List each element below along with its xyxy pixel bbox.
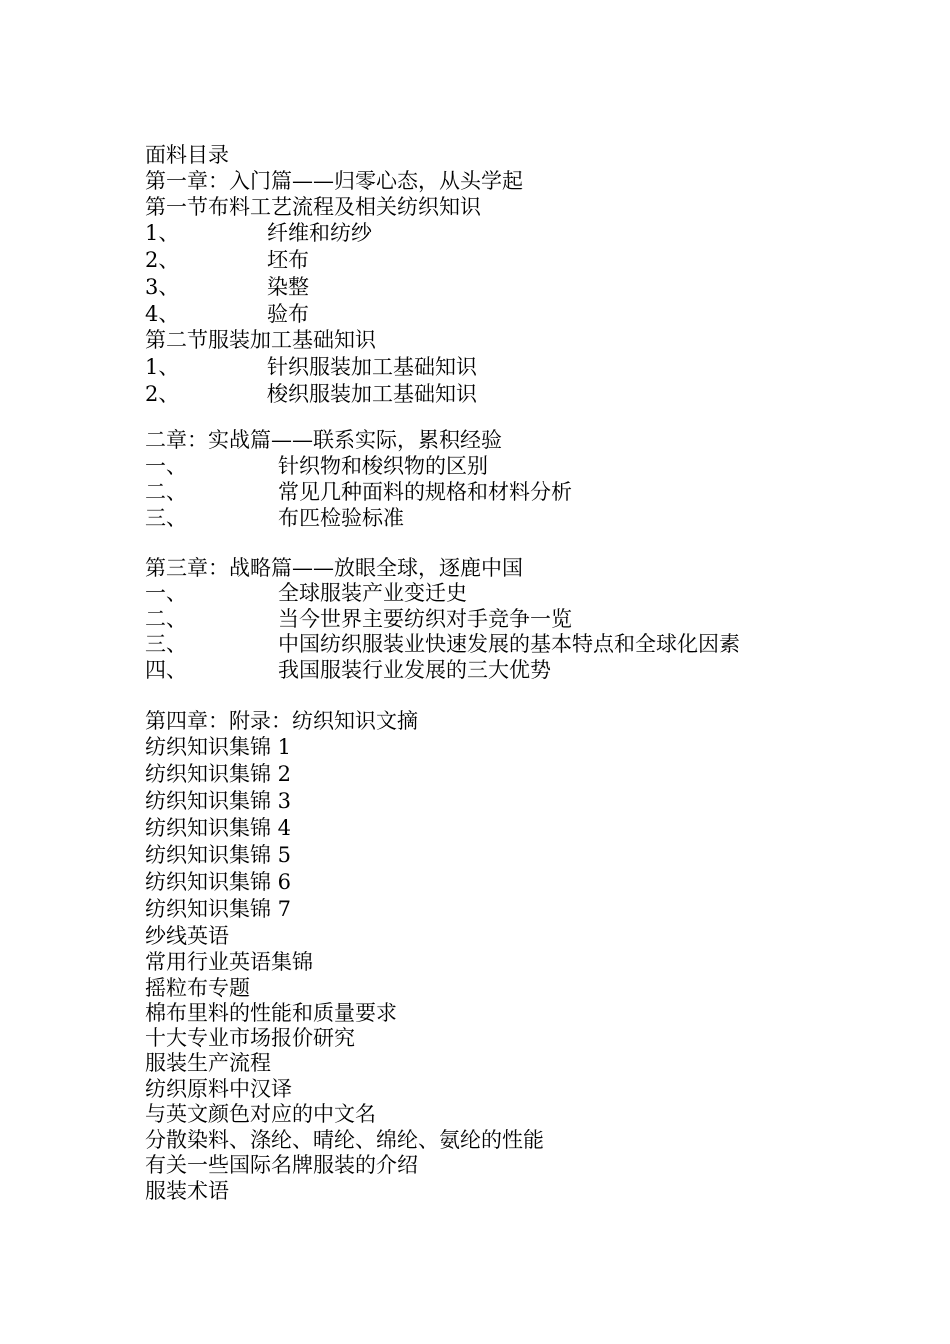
list-item <box>145 479 572 505</box>
list-item <box>145 220 372 246</box>
appendix-item: 纺织知识集锦 7 <box>145 897 292 921</box>
appendix-item: 摇粒布专题 <box>145 976 250 1000</box>
list-item <box>145 381 477 407</box>
item-text: 坯布 <box>267 248 309 272</box>
list-item <box>145 580 467 606</box>
appendix-item: 纺织知识集锦 6 <box>145 870 292 894</box>
chapter-3-heading: 第三章：战略篇——放眼全球，逐鹿中国 <box>145 556 523 580</box>
appendix-item: 纺织知识集锦 5 <box>145 843 292 867</box>
list-item <box>145 354 477 380</box>
chapter-4-heading: 第四章：附录：纺织知识文摘 <box>145 709 418 733</box>
item-text: 常见几种面料的规格和材料分析 <box>278 480 572 504</box>
item-number: 一、 <box>145 581 187 605</box>
appendix-item: 与英文颜色对应的中文名 <box>145 1102 376 1126</box>
item-number: 4、 <box>145 302 180 326</box>
appendix-item: 服装生产流程 <box>145 1051 271 1075</box>
list-item <box>145 505 404 531</box>
section-2-heading: 第二节服装加工基础知识 <box>145 328 376 352</box>
chapter-1-heading: 第一章：入门篇——归零心态，从头学起 <box>145 169 523 193</box>
section-1-heading: 第一节布料工艺流程及相关纺织知识 <box>145 195 481 219</box>
item-text: 当今世界主要纺织对手竞争一览 <box>278 607 572 631</box>
item-number: 1、 <box>145 355 180 379</box>
list-item <box>145 453 488 479</box>
list-item <box>145 657 551 683</box>
item-text: 染整 <box>267 275 309 299</box>
chapter-2-heading: 二章：实战篇——联系实际，累积经验 <box>145 428 502 452</box>
item-text: 我国服装行业发展的三大优势 <box>278 658 551 682</box>
item-number: 二、 <box>145 480 187 504</box>
appendix-item: 棉布里料的性能和质量要求 <box>145 1001 397 1025</box>
list-item <box>145 301 309 327</box>
list-item <box>145 631 740 657</box>
item-number: 1、 <box>145 221 180 245</box>
appendix-item: 分散染料、涤纶、晴纶、绵纶、氨纶的性能 <box>145 1128 544 1152</box>
item-text: 针织物和梭织物的区别 <box>278 454 488 478</box>
appendix-item: 服装术语 <box>145 1179 229 1203</box>
item-number: 四、 <box>145 658 187 682</box>
list-item <box>145 606 572 632</box>
toc-title: 面料目录 <box>145 143 229 167</box>
item-text: 全球服装产业变迁史 <box>278 581 467 605</box>
appendix-item: 有关一些国际名牌服装的介绍 <box>145 1153 418 1177</box>
appendix-item: 纺织知识集锦 4 <box>145 816 292 840</box>
item-text: 梭织服装加工基础知识 <box>267 382 477 406</box>
item-text: 布匹检验标准 <box>278 506 404 530</box>
item-text: 验布 <box>267 302 309 326</box>
item-number: 2、 <box>145 382 180 406</box>
item-number: 一、 <box>145 454 187 478</box>
item-number: 2、 <box>145 248 180 272</box>
item-number: 三、 <box>145 632 187 656</box>
item-number: 3、 <box>145 275 180 299</box>
list-item <box>145 274 309 300</box>
item-text: 中国纺织服装业快速发展的基本特点和全球化因素 <box>278 632 740 656</box>
appendix-item: 纺织知识集锦 2 <box>145 762 292 786</box>
appendix-item: 纺织知识集锦 1 <box>145 735 292 759</box>
item-number: 三、 <box>145 506 187 530</box>
appendix-item: 常用行业英语集锦 <box>145 950 313 974</box>
item-text: 纤维和纺纱 <box>267 221 372 245</box>
appendix-item: 纱线英语 <box>145 924 229 948</box>
item-text: 针织服装加工基础知识 <box>267 355 477 379</box>
appendix-item: 纺织原料中汉译 <box>145 1077 292 1101</box>
appendix-item: 纺织知识集锦 3 <box>145 789 292 813</box>
item-number: 二、 <box>145 607 187 631</box>
list-item <box>145 247 309 273</box>
appendix-item: 十大专业市场报价研究 <box>145 1026 355 1050</box>
